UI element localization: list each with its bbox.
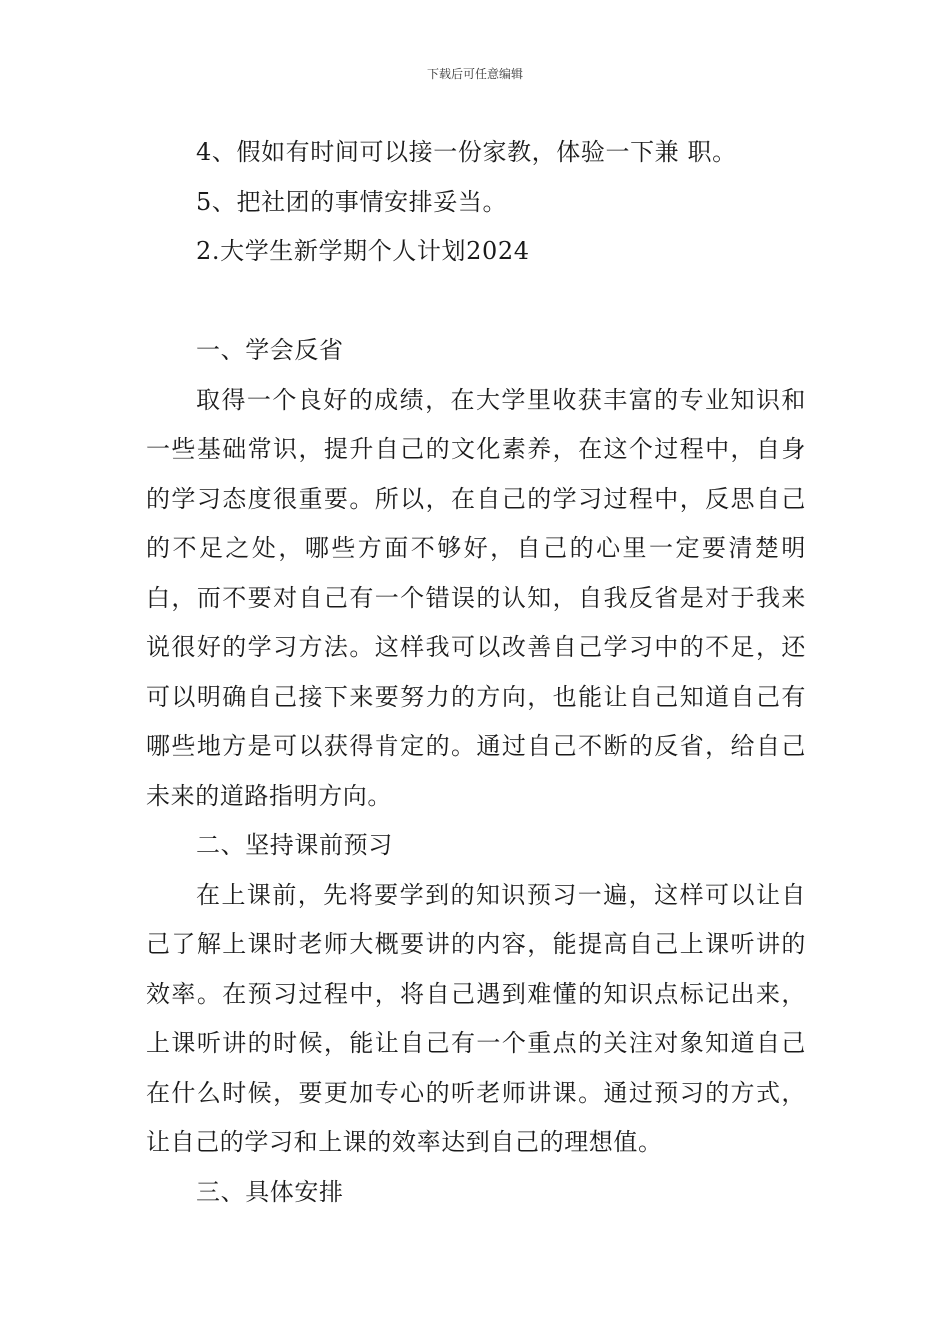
document-body [146, 128, 806, 1217]
list-item-4: 4、假如有时间可以接一份家教，体验一下兼 职。 [196, 138, 737, 166]
blank-line [146, 277, 806, 327]
list-item-5: 5、把社团的事情安排妥当。 [196, 187, 508, 216]
heading-schedule: 三、具体安排 [196, 1177, 344, 1206]
heading-reflect: 一、学会反省 [196, 336, 344, 364]
page-header-note: 下载后可任意编辑 [426, 67, 523, 81]
paragraph-reflect: 取得一个良好的成绩，在大学里收获丰富的专业知识和一些基础常识，提升自己的文化素养，在这个过程中，自身的学习态度很重要。所以，在自己的学习过程中，反思自己的不足之处，哪些方面不够好，自己的心里一定要清楚明白，而不要对自己有一个错误的认知，自我反省是对于我来说很好的学习方法。这样我可以改善自己学习中的不足，还可以明确自己接下来要努力的方向，也能让自己知道自己有哪些地方是可以获得肯定的。通过自己不断的反省，给自己未来的道路指明方向。 [146, 385, 806, 810]
heading-preview: 二、坚持课前预习 [196, 831, 393, 859]
section-title: 2.大学生新学期个人计划2024 [196, 237, 530, 265]
paragraph-preview: 在上课前，先将要学到的知识预习一遍，这样可以让自己了解上课时老师大概要讲的内容，能提高自己上课听讲的效率。在预习过程中，将自己遇到难懂的知识点标记出来，上课听讲的时候，能让自己有一个重点的关注对象知道自己在什么时候，要更加专心的听老师讲课。通过预习的方式，让自己的学习和上课的效率达到自己的理想值。 [146, 880, 806, 1156]
